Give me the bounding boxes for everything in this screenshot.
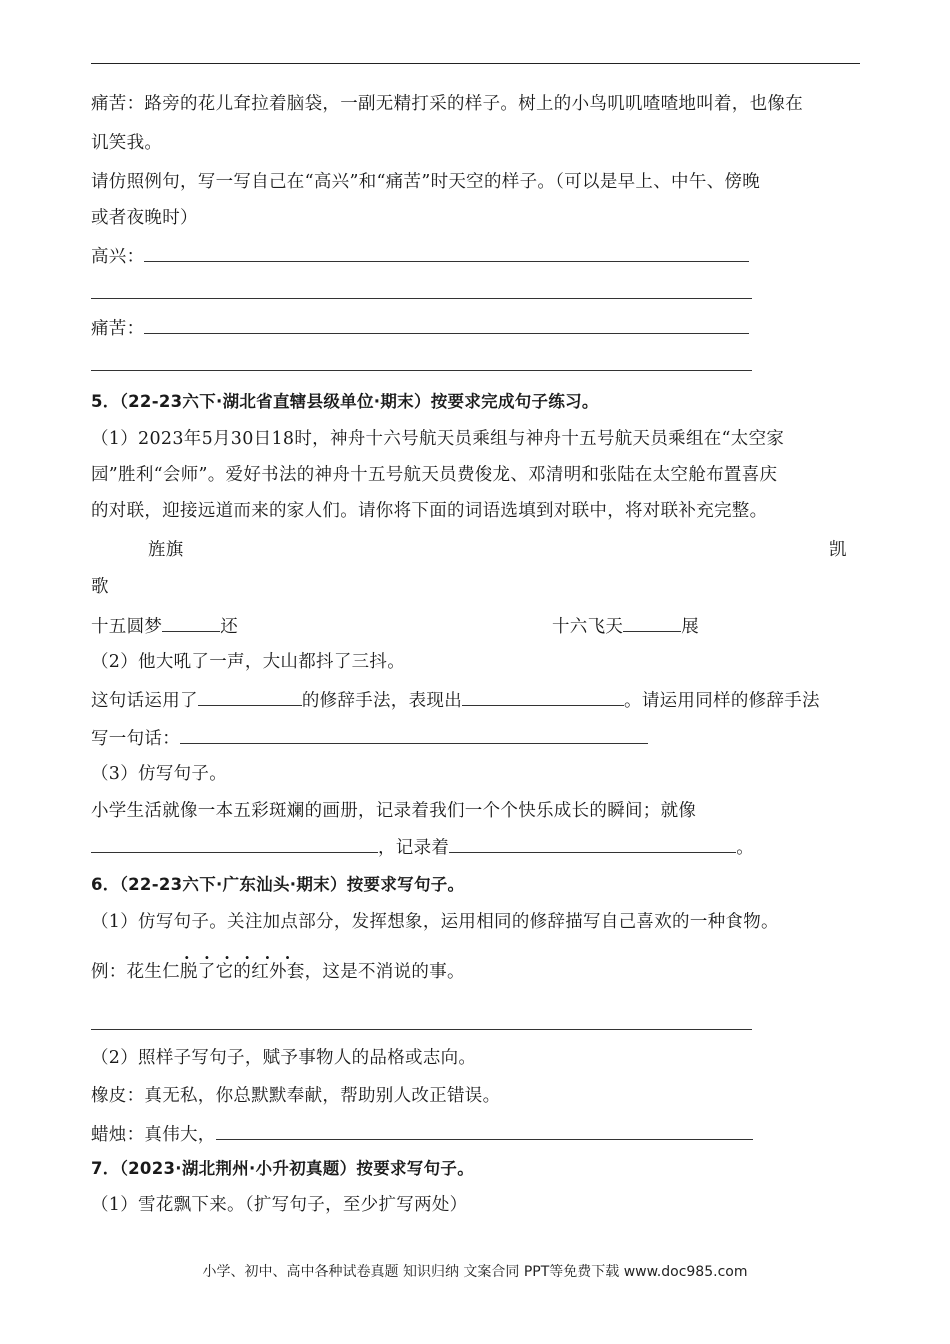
text-span: 例：花生仁 bbox=[91, 962, 180, 982]
couplet-text: 展 bbox=[681, 617, 700, 637]
question-6-title: 6．（22-23六下·广东汕头·期末）按要求写句子。 bbox=[91, 875, 465, 894]
couplet-text: 还 bbox=[220, 617, 239, 637]
question-7-title: 7．（2023·湖北荆州·小升初真题）按要求写句子。 bbox=[91, 1159, 474, 1178]
couplet-text: 十五圆梦 bbox=[91, 617, 163, 637]
text-line: （1）2023年5月30日18时，神舟十六号航天员乘组与神舟十五号航天员乘组在“太空家 bbox=[91, 429, 785, 449]
word-option-1: 旌旗 bbox=[148, 540, 184, 560]
answer-blank[interactable] bbox=[180, 725, 648, 744]
answer-blank[interactable] bbox=[198, 687, 302, 706]
text-line: 橡皮：真无私，你总默默奉献，帮助别人改正错误。 bbox=[91, 1086, 501, 1106]
text-line bbox=[91, 725, 648, 751]
label-text: 高兴： bbox=[91, 247, 145, 267]
text-line: （1）雪花飘下来。（扩写句子，至少扩写两处） bbox=[91, 1195, 468, 1215]
text-span: ，记录着 bbox=[378, 838, 450, 858]
text-line: 或者夜晚时） bbox=[91, 208, 198, 228]
answer-label-gaoxing bbox=[91, 243, 749, 269]
text-span: 。请运用同样的修辞手法 bbox=[624, 691, 820, 711]
answer-blank[interactable] bbox=[144, 243, 749, 262]
text-span: 蜡烛：真伟大， bbox=[91, 1125, 216, 1145]
word-option-2b: 歌 bbox=[91, 577, 109, 597]
text-span: 写一句话： bbox=[91, 729, 180, 749]
example-line bbox=[91, 960, 465, 984]
text-span: 。 bbox=[736, 838, 755, 858]
couplet-text: 十六飞天 bbox=[552, 617, 624, 637]
answer-blank[interactable] bbox=[623, 613, 681, 632]
page-footer: 小学、初中、高中各种试卷真题 知识归纳 文案合同 PPT等免费下载 www.doc985.com bbox=[202, 1264, 748, 1280]
text-line: 的对联，迎接远道而来的家人们。请你将下面的词语选填到对联中，将对联补充完整。 bbox=[91, 501, 768, 521]
text-span: 的修辞手法，表现出 bbox=[301, 691, 463, 711]
answer-blank[interactable] bbox=[216, 1121, 753, 1140]
answer-line[interactable] bbox=[91, 370, 752, 371]
emphasis-dotted-text: · · · 脱了它的红外 bbox=[180, 960, 287, 984]
text-line: （2）他大吼了一声，大山都抖了三抖。 bbox=[91, 652, 406, 672]
label-text: 痛苦： bbox=[91, 319, 145, 339]
answer-blank[interactable] bbox=[144, 315, 749, 334]
text-line bbox=[91, 1121, 753, 1147]
couplet-lower bbox=[552, 613, 699, 639]
answer-blank[interactable] bbox=[449, 834, 736, 853]
answer-blank[interactable] bbox=[91, 834, 378, 853]
question-5-title: 5．（22-23六下·湖北省直辖县级单位·期末）按要求完成句子练习。 bbox=[91, 392, 599, 411]
text-line bbox=[91, 834, 754, 860]
text-line: 痛苦：路旁的花儿耷拉着脑袋，一副无精打采的样子。树上的小鸟叽叽喳喳地叫着，也像在 bbox=[91, 94, 803, 114]
text-line: （2）照样子写句子，赋予事物人的品格或志向。 bbox=[91, 1048, 477, 1068]
text-line: 园”胜利“会师”。爱好书法的神舟十五号航天员费俊龙、邓清明和张陆在太空舱布置喜庆 bbox=[91, 465, 778, 485]
text-span: 这句话运用了 bbox=[91, 691, 198, 711]
text-line: 小学生活就像一本五彩斑斓的画册，记录着我们一个个快乐成长的瞬间；就像 bbox=[91, 801, 697, 821]
text-line: （1）仿写句子。关注加点部分，发挥想象，运用相同的修辞描写自己喜欢的一种食物。 bbox=[91, 912, 779, 932]
text-line: （3）仿写句子。 bbox=[91, 764, 228, 784]
answer-blank[interactable] bbox=[162, 613, 220, 632]
answer-label-tongku bbox=[91, 315, 749, 341]
word-option-2a: 凯 bbox=[829, 540, 847, 560]
text-line: 请仿照例句，写一写自己在“高兴”和“痛苦”时天空的样子。（可以是早上、中午、傍晚 bbox=[91, 172, 761, 192]
text-span: 套，这是不消说的事。 bbox=[286, 962, 465, 982]
answer-line[interactable] bbox=[91, 298, 752, 299]
answer-blank[interactable] bbox=[462, 687, 624, 706]
text-line bbox=[91, 687, 820, 713]
answer-line[interactable] bbox=[91, 1029, 752, 1030]
header-rule bbox=[91, 63, 860, 64]
couplet-upper bbox=[91, 613, 238, 639]
text-line: 讥笑我。 bbox=[91, 133, 163, 153]
